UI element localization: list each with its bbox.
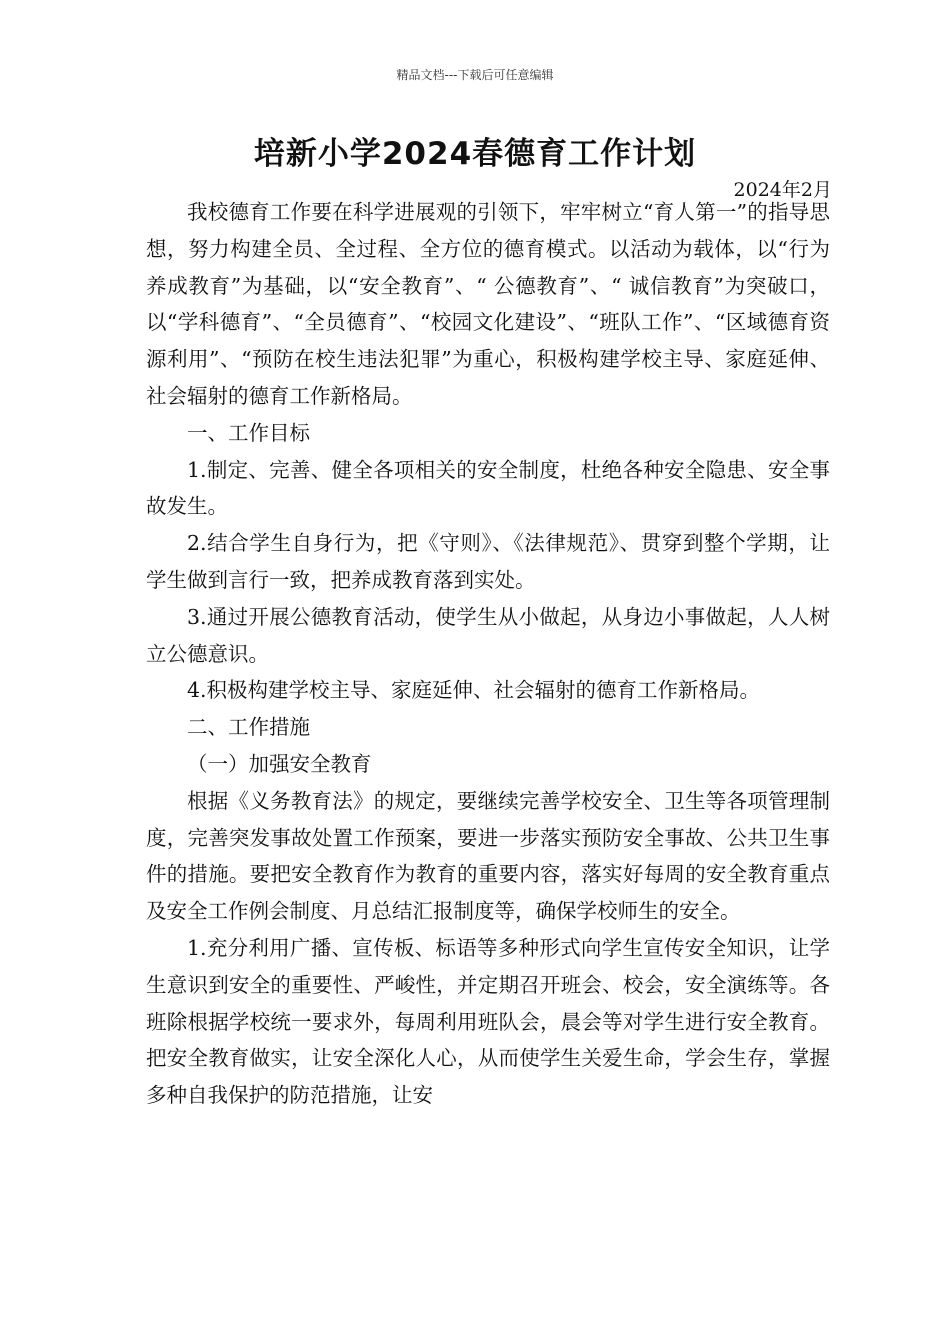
measure-item-1: 1.充分利用广播、宣传板、标语等多种形式向学生宣传安全知识，让学生意识到安全的重要性、严峻性，并定期召开班会、校会，安全演练等。各班除根据学校统一要求外，每周利用班队会，晨会等对学生进行安全教育。把安全教育做实，让安全深化人心，从而使学生关爱生命，学会生存，掌握多种自我保护的防范措施，让安 [146, 935, 830, 1108]
goal-item-2: 2.结合学生自身行为，把《守则》、《法律规范》、贯穿到整个学期，让学生做到言行一致，把养成教育落到实处。 [146, 531, 830, 592]
document-date: 2024年2月 [733, 179, 832, 201]
section-heading-measures: 二、工作措施 [187, 715, 310, 740]
subsection-heading-safety: （一）加强安全教育 [187, 751, 372, 776]
goal-item-1: 1.制定、完善、健全各项相关的安全制度，杜绝各种安全隐患、安全事故发生。 [146, 457, 830, 519]
document-body [146, 194, 830, 1114]
goal-item-4: 4.积极构建学校主导、家庭延伸、社会辐射的德育工作新格局。 [187, 678, 761, 703]
document-title: 培新小学2024春德育工作计划 [253, 136, 697, 172]
goal-item-3: 3.通过开展公德教育活动，使学生从小做起，从身边小事做起，人人树立公德意识。 [146, 604, 830, 666]
section-heading-goals: 一、工作目标 [187, 420, 310, 445]
header-note: 精品文档---下载后可任意编辑 [396, 68, 554, 82]
paragraph-safety: 根据《义务教育法》的规定，要继续完善学校安全、卫生等各项管理制度，完善突发事故处置工作预案，要进一步落实预防安全事故、公共卫生事件的措施。要把安全教育作为教育的重要内容，落实好每周的安全教育重点及安全工作例会制度、月总结汇报制度等，确保学校师生的安全。 [146, 788, 830, 924]
paragraph-intro: 我校德育工作要在科学进展观的引领下，牢牢树立“育人第一”的指导思想，努力构建全员、全过程、全方位的德育模式。以活动为载体，以“行为养成教育”为基础，以“安全教育”、“ 公德教育”、“ 诚信教育”为突破口，以“学科德育”、“全员德育”、“校园文化建设”、“班队工作”、“区域德育资源利用”、“预防在校生违法犯罪”为重心，积极构建学校主导、家庭延伸、社会辐射的德育工作新格局。 [146, 200, 830, 408]
